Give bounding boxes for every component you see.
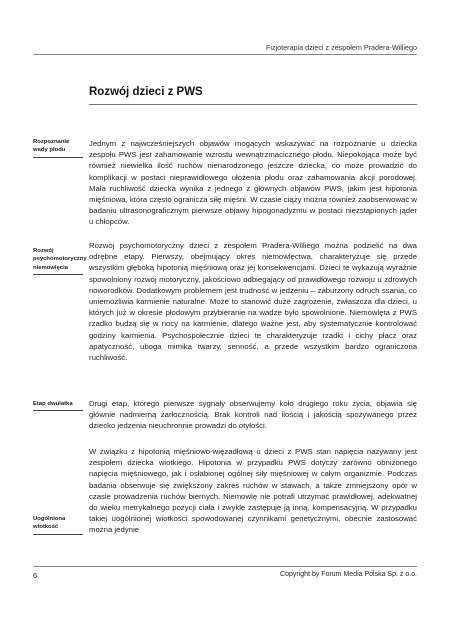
side-label-line: wady płodu — [33, 147, 66, 154]
side-label-line: Uogólniona — [33, 516, 66, 522]
side-label-general-flaccidity — [33, 515, 83, 535]
side-label-line: Rozwój — [33, 248, 54, 254]
section-fetal-diagnosis — [89, 138, 417, 228]
side-label-infant-development — [33, 247, 87, 275]
side-label-fetal-diagnosis — [33, 138, 83, 158]
paragraph: Jednym z najwcześniejszych objawów mogących wskazywać na rozpoznanie u dziecka zespołu PWS jest zahamowanie wzrostu wewnątrzmacicznego płodu. Niepokojąca może być również niewielka ilość ruchów nienarodzonego jeszcze dziecka, co może prowadzić do komplikacji w postaci nieprawidłowego ułożenia płodu oraz zahamowania akcji porodowej. Mała ruchliwość dziecka wynika z jednego z głównych objawów PWS, jakim jest hipotonia mięśniowa, która często ogranicza siłę mięśni. W czasie ciąży można również zaobserwować w badaniu ultrasonograficznym pierwsze objawy hipogonadyzmu w postaci niezstąpionych jąder u chłopców. — [89, 139, 417, 227]
side-label-line: wiotkość — [33, 524, 59, 531]
chapter-rule — [89, 104, 417, 105]
section-infant-development — [89, 240, 417, 363]
side-label-line: psychomotoryczny — [33, 256, 87, 263]
side-label-line: niemowlęcia — [33, 264, 69, 271]
page-number: 6 — [33, 571, 37, 580]
paragraph: W związku z hipotonią mięśniowo-więzadłową u dzieci z PWS stan napięcia nazywany jest zespołem dziecka wiotkiego. Hipotonia w przypadku PWS dotyczy zarówno obniżonego napięcia mięśniowego, jak i osłabionej ogólnej siły mięśniowej w całym organizmie. Podczas badania obserwuje się zwiększony zakres ruchów w stawach, a także zmniejszony opór w czasie prowadzenia ruchów biernych. Niemowlę nie potrafi utrzymać prawidłowej, adekwatnej do wieku metrykalnego pozycji ciała i zwykle zastępuje ją inną, kompensacyjną. W przypadku takiej uogólnionej wiotkości spowodowanej czynnikami genetycznymi, obecnie zastosować można jedynie — [89, 447, 417, 535]
side-label-line: Etap dwulatka — [33, 401, 73, 407]
footer-copyright: Copyright by Forum Media Polska Sp. z o.o. — [280, 571, 417, 578]
paragraph: Rozwój psychomotoryczny dzieci z zespołem Pradera-Williego można podzielić na dwa odrębne etapy. Pierwszy, obejmujący okres niemowlęctwa, charakteryzuje się przede wszystkim głęboką hipotonią mięśniową oraz jej konsekwencjami. Dzieci te wykazują wyraźnie spowolniony rozwój motoryczny, jakościowo odbiegający od prawidłowego rozwoju u zdrowych noworodków. Dodatkowym problemem jest trudność w jedzeniu – zaburzony odruch ssania, co uniemożliwia karmienie naturalne. Może to stanowić duże zagrożenie, zwłaszcza dla dzieci, u których już w okresie płodowym przybieranie na wadze było spowolnione. Niemowlęta z PWS rzadko budzą się w nocy na karmienie, dlatego ważne jest, aby systematycznie kontrolować godziny karmienia. Psychospołecznie dzieci te charakteryzuje rzadki i cichy płacz oraz apatyczność, uboga mimika twarzy, senność, a przede wszystkim bardzo ograniczona ruchliwość. — [89, 241, 417, 363]
paragraph: Drugi etap, którego pierwsze sygnały obserwujemy koło drugiego roku życia, objawia się głównie nadmierną żarłocznością. Brak kontroli nad ilością i jakością spożywanego przez dziecko jedzenia nieuchronnie prowadzi do otyłości. — [89, 399, 417, 431]
chapter-title: Rozwój dzieci z PWS — [89, 86, 203, 98]
header-rule — [33, 54, 417, 55]
section-toddler-stage — [89, 398, 417, 432]
running-header: Fizjoterapia dzieci z zespołem Pradera-Williego — [266, 43, 417, 52]
footer-rule — [33, 566, 417, 567]
side-label-line: Rozpoznanie — [33, 139, 70, 145]
section-general-flaccidity — [89, 446, 417, 536]
side-label-toddler-stage — [33, 400, 83, 411]
